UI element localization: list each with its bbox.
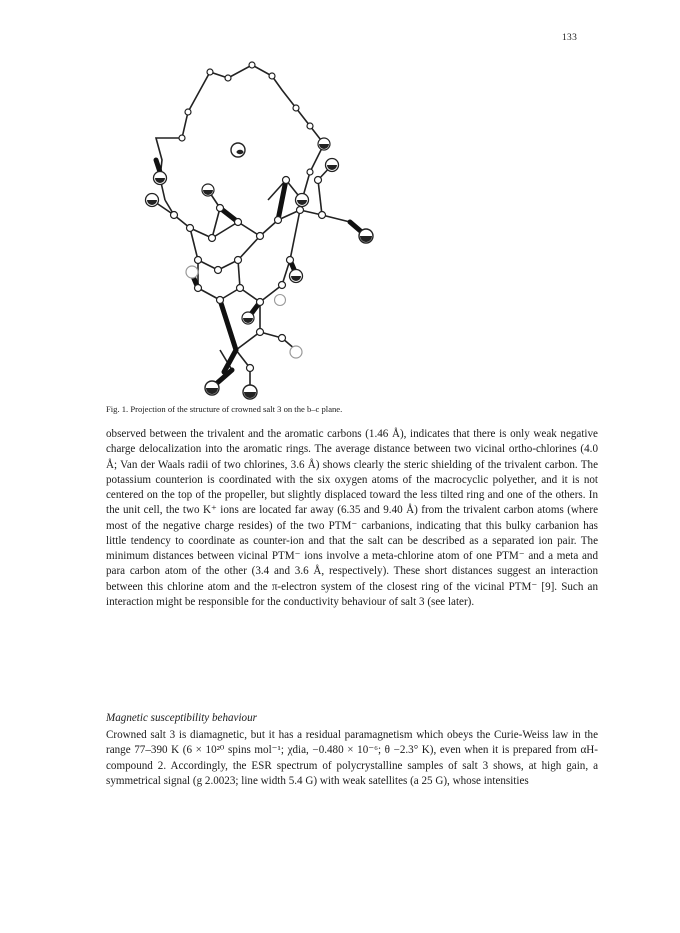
structure-figure (100, 60, 390, 410)
figure-caption: Fig. 1. Projection of the structure of crowned salt 3 on the b–c plane. (106, 404, 343, 414)
body-paragraph-2: Crowned salt 3 is diamagnetic, but it has a residual paramagnetism which obeys the Curie-Weiss law in the range 77–390 K (6 × 10²⁰ spins mol⁻¹; χdia, −0.480 × 10⁻⁶; θ −2.3° K), even when it is prepared from αH-compound 2. Accordingly, the ESR spectrum of polycrystalline samples of salt 3 shows, at high gain, a symmetrical signal (g 2.0023; line width 5.4 G) with weak satellites (a 25 G), whose intensities (106, 729, 598, 787)
section-heading: Magnetic susceptibility behaviour (106, 712, 257, 724)
propeller-bonds (152, 165, 350, 390)
carbon-atoms (171, 62, 326, 372)
crown-ether-ring (156, 65, 324, 200)
molecular-structure-drawing (100, 60, 390, 410)
potassium-ion (231, 143, 245, 157)
chlorine-atoms (146, 138, 374, 399)
body-paragraph-1: observed between the trivalent and the aromatic carbons (1.46 Å), indicates that there is only weak negative charge delocalization into the aromatic rings. The average distance between two vicinal ortho-chlorines (4.0 Å; Van der Waals radii of two chlorines, 3.6 Å) shows clearly the steric shielding of the trivalent carbon. The potassium counterion is coordinated with the six oxygen atoms of the macrocyclic polyether, and it is not centered on the top of the propeller, but slightly displaced toward the less tilted ring and one of the others. In the unit cell, the two K⁺ ions are located far away (6.35 and 9.40 Å) from the trivalent carbon atoms (where most of the negative charge resides) of the two PTM⁻ carbanions, indicating that this bulky carbanion has little tendency to coordinate as counter-ion and that the salt can be described as a separated ion pair. The minimum distances between vicinal PTM⁻ ions involve a meta-chlorine atom of one PTM⁻ and a meta and para carbon atom of the other (3.4 and 3.6 Å, respectively). These short distances suggest an interaction between this chlorine atom and the π-electron system of the closest ring of the vicinal PTM⁻ [9]. Such an interaction might be responsible for the conductivity behaviour of salt 3 (see later). (106, 428, 598, 608)
page-number: 133 (562, 33, 578, 43)
